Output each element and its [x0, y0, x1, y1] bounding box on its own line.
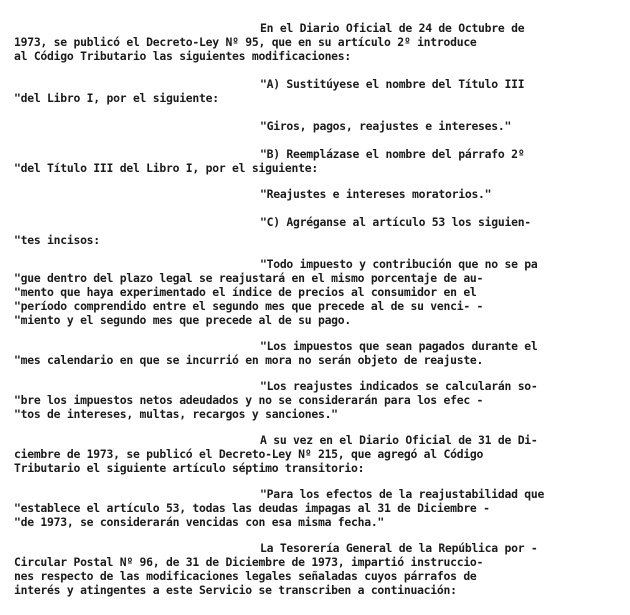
text-line: Circular Postal Nº 96, de 31 de Diciembre de 1973, impartió instruccio- [14, 555, 484, 569]
text-line: "Los impuestos que sean pagados durante el [260, 339, 538, 353]
text-line: "B) Reemplázase el nombre del párrafo 2º [260, 147, 525, 161]
text-line: "del Libro I, por el siguiente: [14, 91, 219, 105]
text-line: "mento que haya experimentado el índice de precios al consumidor en el [14, 285, 477, 299]
text-line: nes respecto de las modificaciones legales señaladas cuyos párrafos de [14, 569, 477, 583]
text-line: "de 1973, se considerarán vencidas con esa misma fecha." [14, 515, 385, 529]
text-line: En el Diario Oficial de 24 de Octubre de [260, 21, 525, 35]
text-line: "tos de intereses, multas, recargos y sanciones." [14, 407, 338, 421]
text-line: A su vez en el Diario Oficial de 31 de Di- [260, 433, 538, 447]
text-line: "tes incisos: [14, 233, 100, 247]
text-line: "miento y el segundo mes que precede al de su pago. [14, 313, 351, 327]
text-line: "bre los impuestos netos adeudados y no se considerarán para los efec - [14, 393, 484, 407]
text-line: al Código Tributario las siguientes modificaciones: [14, 49, 351, 63]
text-line: "Reajustes e intereses moratorios." [260, 187, 492, 201]
text-line: ciembre de 1973, se publicó el Decreto-Ley Nº 215, que agregó al Código [14, 447, 484, 461]
text-line: "C) Agréganse al artículo 53 los siguien- [260, 215, 531, 229]
text-line: "Para los efectos de la reajustabilidad que [260, 487, 545, 501]
text-line: 1973, se publicó el Decreto-Ley Nº 95, que en su artículo 2º introduce [14, 35, 477, 49]
text-line: "del Título III del Libro I, por el siguiente: [14, 161, 318, 175]
text-line: "establece el artículo 53, todas las deudas impagas al 31 de Diciembre - [14, 501, 490, 515]
text-line: "Los reajustes indicados se calcularán so- [260, 379, 538, 393]
text-line: "Giros, pagos, reajustes e intereses." [260, 119, 512, 133]
text-line: Tributario el siguiente artículo séptimo transitorio: [14, 461, 365, 475]
text-line: "período comprendido entre el segundo mes que precede al de su venci- - [14, 299, 484, 313]
text-line: interés y atingentes a este Servicio se transcriben a continuación: [14, 583, 457, 597]
text-line: "gue dentro del plazo legal se reajustará en el mismo porcentaje de au- [14, 271, 484, 285]
text-line: "A) Sustitúyese el nombre del Título III [260, 77, 525, 91]
text-line: La Tesorería General de la República por - [260, 541, 538, 555]
text-line: "Todo impuesto y contribución que no se pa [260, 257, 538, 271]
text-line: "mes calendario en que se incurrió en mora no serán objeto de reajuste. [14, 353, 484, 367]
